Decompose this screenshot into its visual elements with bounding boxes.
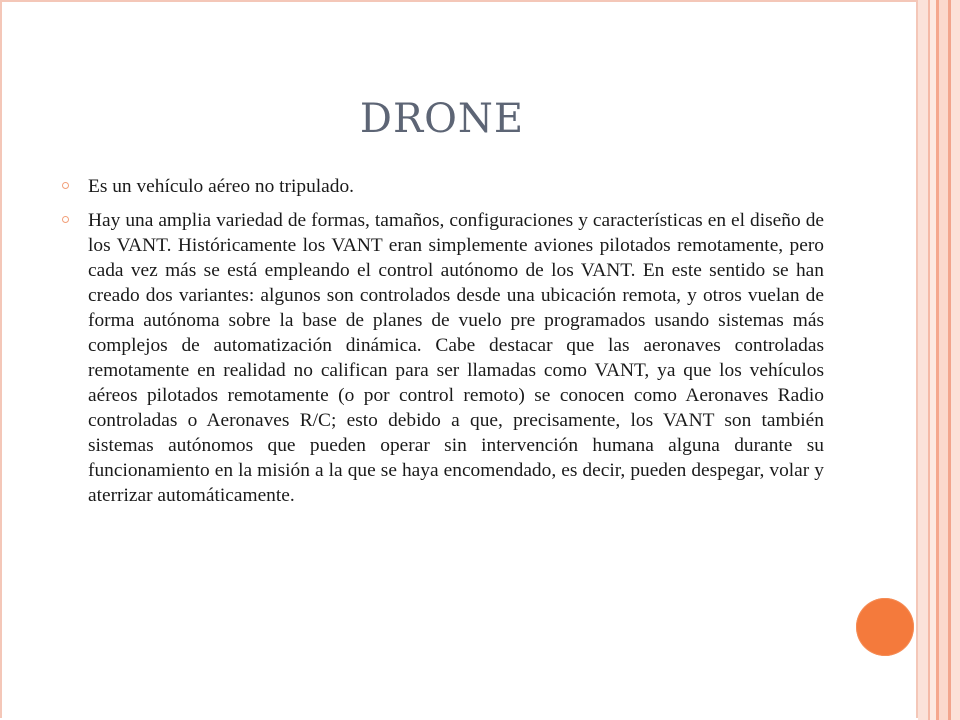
bullet-item <box>62 174 824 199</box>
stripe <box>951 0 960 720</box>
stripe <box>939 0 948 720</box>
bullet-text: Hay una amplia variedad de formas, tamaños, configuraciones y características en el diseño de los VANT. Históricamente los VANT eran simplemente aviones pilotados remotamente, pero cada vez más se está empleando el control autónomo de los VANT. En este sentido se han creado dos variantes: algunos son controlados desde una ubicación remota, y otros vuelan de forma autónoma sobre la base de planes de vuelo pre programados usando sistemas más complejos de automatización dinámica. Cabe destacar que las aeronaves controladas remotamente en realidad no califican para ser llamadas como VANT, ya que los vehículos aéreos pilotados remotamente (o por control remoto) se conocen como Aeronaves Radio controladas o Aeronaves R/C; esto debido a que, precisamente, los VANT son también sistemas autónomos que pueden operar sin intervención humana alguna durante su funcionamiento en la misión a la que se haya encomendado, es decir, pueden despegar, volar y aterrizar automáticamente. <box>88 210 824 506</box>
decorative-stripes <box>918 0 960 720</box>
hollow-circle-bullet-icon <box>62 182 69 189</box>
bullet-list <box>62 174 824 517</box>
hollow-circle-bullet-icon <box>62 216 69 223</box>
bullet-text: Es un vehículo aéreo no tripulado. <box>88 176 355 197</box>
bullet-item <box>62 208 824 508</box>
stripe <box>918 0 928 720</box>
orange-circle-icon <box>856 598 914 656</box>
slide-title: DRONE <box>359 96 525 142</box>
